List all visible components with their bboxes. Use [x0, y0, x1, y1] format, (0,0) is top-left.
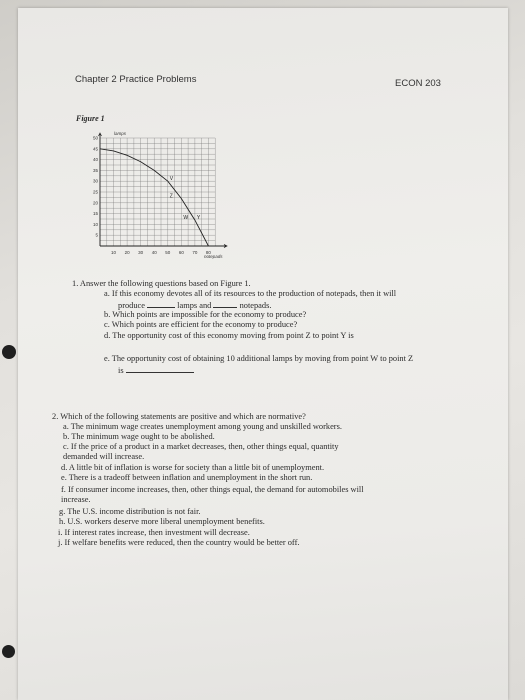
q2-item: increase. [61, 495, 91, 504]
q2-stem: 2. Which of the following statements are positive and which are normative? [52, 412, 306, 421]
x-tick-label: 70 [192, 250, 198, 255]
y-tick-label: 40 [92, 157, 98, 163]
y-tick-label: 10 [92, 221, 98, 227]
q1-e-is: is [118, 366, 124, 375]
x-tick-label: 10 [111, 250, 117, 255]
y-axis-label: lamps [114, 131, 127, 136]
grid-lines [100, 138, 215, 246]
x-tick-label: 20 [124, 250, 130, 255]
q1-c: c. Which points are efficient for the economy to produce? [104, 320, 298, 329]
x-tick-label: 50 [165, 250, 171, 255]
ppf-figure [88, 130, 238, 265]
q2-item: g. The U.S. income distribution is not fair. [59, 507, 201, 516]
q2-item: a. The minimum wage creates unemployment among young and unskilled workers. [63, 422, 342, 431]
axes [99, 133, 228, 248]
x-axis-label: notepads [204, 254, 223, 259]
q1-a-lamps: lamps and [177, 301, 212, 310]
q1-b: b. Which points are impossible for the economy to produce? [104, 310, 307, 319]
q2-item: i. If interest rates increase, then investment will decrease. [58, 528, 250, 537]
point-label-z: Z [169, 193, 173, 200]
q2-item: d. A little bit of inflation is worse for society than a little bit of unemployment. [61, 463, 325, 472]
q2-item: j. If welfare benefits were reduced, then the country would be better off. [58, 538, 300, 547]
point-label-v: V [169, 176, 174, 183]
chapter-title: Chapter 2 Practice Problems [75, 74, 197, 85]
point-label-w: W [183, 215, 189, 222]
q1-d: d. The opportunity cost of this economy moving from point Z to point Y is [104, 331, 354, 340]
binder-hole-bottom [2, 645, 15, 658]
q2-item: h. U.S. workers deserve more liberal unemployment benefits. [59, 517, 265, 526]
binder-hole-middle [2, 345, 16, 359]
y-tick-label: 20 [92, 200, 98, 206]
x-tick-label: 30 [138, 250, 144, 255]
course-code: ECON 203 [395, 78, 441, 89]
y-tick-label: 25 [92, 189, 98, 195]
figure-caption: Figure 1 [76, 114, 105, 123]
y-tick-labels [93, 136, 99, 238]
q2-item: b. The minimum wage ought to be abolished. [63, 432, 215, 441]
y-tick-label: 50 [92, 135, 98, 141]
x-tick-labels [111, 250, 211, 255]
q1-e-line2 [118, 364, 194, 376]
notepads-blank[interactable] [213, 299, 237, 308]
opportunity-cost-blank[interactable] [126, 364, 194, 373]
q2-item: c. If the price of a product in a market decreases, then, other things equal, quantity [63, 442, 339, 451]
y-tick-label: 30 [92, 178, 98, 184]
y-tick-label: 5 [95, 232, 98, 238]
point-label-y: Y [196, 215, 201, 222]
q1-a-notepads: notepads. [239, 301, 272, 310]
lamps-blank[interactable] [147, 299, 175, 308]
q1-a-produce: produce [118, 301, 145, 310]
y-tick-label: 35 [92, 167, 98, 173]
q1-e-line1: e. The opportunity cost of obtaining 10 additional lamps by moving from point W to point Z [104, 354, 414, 363]
x-tick-label: 40 [151, 250, 157, 255]
q2-item: e. There is a tradeoff between inflation and unemployment in the short run. [61, 473, 313, 482]
x-tick-label: 80 [205, 250, 211, 255]
q1-a-line1: a. If this economy devotes all of its resources to the production of notepads, then it will [104, 289, 397, 298]
q2-item: f. If consumer income increases, then, other things equal, the demand for automobiles will [61, 485, 364, 494]
q1-stem: 1. Answer the following questions based on Figure 1. [72, 279, 251, 288]
y-tick-label: 15 [92, 211, 98, 217]
x-tick-label: 60 [178, 250, 184, 255]
y-tick-label: 45 [92, 146, 98, 152]
q2-item: demanded will increase. [63, 452, 145, 461]
